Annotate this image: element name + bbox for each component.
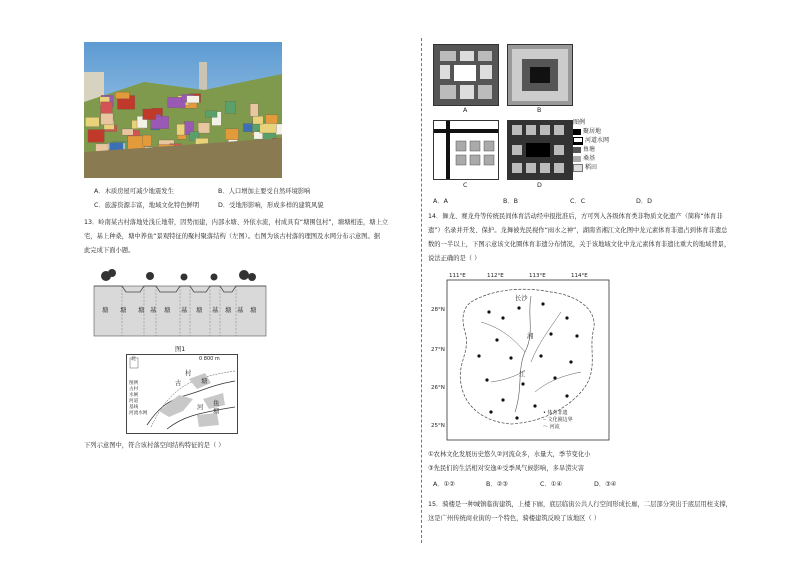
q13-option-d: D．D xyxy=(636,198,652,205)
house-shape xyxy=(260,123,277,133)
q14-stem-line-4: 说法正确的是（ ） xyxy=(428,255,481,262)
village-cross-section-figure xyxy=(92,262,268,342)
legend-title: 图例 xyxy=(573,119,586,126)
fig1-label: 基 xyxy=(237,307,244,314)
house-shape xyxy=(85,117,99,127)
diagram-c-label: C xyxy=(463,182,468,189)
q15-stem-line-1: 15．骑楼是一种城镇临街建筑，上楼下廊，底层临街公共人行空间形成长廊，二层部分突出于底层用柱支撑， xyxy=(428,501,732,508)
house-shape xyxy=(143,109,156,120)
legend-item: 河流水网 xyxy=(129,411,148,416)
diagram-c xyxy=(433,120,499,180)
q14-stem-line-1: 14．舞龙、赛龙舟等传统民间体育活动经申报批准后，方可列入各级体育类非物质文化遗产（简称“体育非 xyxy=(428,213,723,220)
lon-label: 111°E xyxy=(449,273,466,279)
place-label: 湘 xyxy=(527,333,534,340)
q13-stem-line-1: 13．岭南某古村落地处浅丘地带，因势而建，内部水塘、外依水流，村成具有“塘围包村”，塘塘相连，塘上立 xyxy=(84,219,389,226)
map-label: 塘 xyxy=(201,378,208,385)
fig1-label: 塘 xyxy=(120,307,127,314)
scale-label: 0 800 m xyxy=(199,356,220,362)
legend-item: 河流 xyxy=(549,424,560,430)
diagram-a-label: A xyxy=(463,107,468,114)
lat-label: 28°N xyxy=(431,307,445,313)
map-label: 塘 xyxy=(213,408,220,415)
place-label: 江 xyxy=(519,371,526,378)
q13-option-c: C．C xyxy=(570,198,586,205)
legend-item: 体育非遗 xyxy=(547,410,568,416)
map-label: 村 xyxy=(185,370,192,377)
fig1-label: 塘 xyxy=(138,307,145,314)
sports-heritage-map xyxy=(431,272,611,442)
house-shape xyxy=(122,129,133,135)
house-shape xyxy=(187,96,200,103)
q12-option-c: C．旅游资源丰富，地域文化特色鲜明 xyxy=(94,202,200,209)
diagram-d-label: D xyxy=(537,182,542,189)
lat-label: 25°N xyxy=(431,423,445,429)
house-shape xyxy=(198,123,210,133)
q14-statements-2: ③先民们的生活相对安逸④受季风气候影响，多旱涝灾害 xyxy=(428,465,585,472)
hillside-town-photo xyxy=(84,42,282,178)
q14-stem-line-2: 遗”）名录并开发、保护。龙舞被先民视作“雨水之神”，湖南省湘江文化图中龙元素体育非遗占到体育非遗总 xyxy=(428,227,728,234)
q14-option-d: D．③④ xyxy=(594,481,617,488)
house-shape xyxy=(101,113,113,124)
house-shape xyxy=(115,92,129,99)
house-shape xyxy=(205,111,217,118)
legend-item: 鱼塘 xyxy=(583,146,596,153)
house-shape xyxy=(177,124,185,135)
diagram-d xyxy=(507,120,573,180)
house-shape xyxy=(128,136,145,150)
legend-item: 河道水网 xyxy=(585,137,610,144)
diagram-b-label: B xyxy=(537,107,542,114)
lat-label: 27°N xyxy=(431,347,445,353)
q12-option-d: D．受地形影响，形成多样的建筑风貌 xyxy=(218,202,324,209)
legend-item: 聚居地 xyxy=(583,128,602,135)
diagram-legend xyxy=(573,118,623,180)
fig1-label: 塘 xyxy=(102,307,109,314)
map14-legend: • 体育非遗 ┄ 文化圈边界 ～ 河流 xyxy=(543,410,573,430)
q13-sub-question: 下列示意图中，符合该村落空间结构特征的是（ ） xyxy=(84,442,225,449)
map-label: 河 xyxy=(197,404,204,411)
house-shape xyxy=(88,130,104,143)
legend-title: 图例 xyxy=(129,381,139,386)
legend-item: 稻田 xyxy=(585,164,598,171)
q14-option-c: C．①④ xyxy=(540,481,562,488)
q14-option-a: A．①② xyxy=(433,481,455,488)
legend-item: 河道 xyxy=(129,399,139,404)
fig1-caption: 图1 xyxy=(175,346,186,353)
house-shape xyxy=(250,104,258,117)
q14-stem-line-3: 数的一半以上，下图示意该文化圈体育非遗分布情况，关于该地域文化中龙元素体育非遗比重大的地域背景， xyxy=(428,241,731,248)
place-label: 长沙 xyxy=(515,295,528,302)
diagram-a xyxy=(433,44,499,106)
fig1-label: 塘 xyxy=(164,307,171,314)
house-shape xyxy=(253,116,263,124)
lat-label: 26°N xyxy=(431,385,445,391)
fig1-label: 基 xyxy=(181,307,188,314)
fig1-label: 基 xyxy=(212,307,219,314)
legend-item: 古村 xyxy=(129,387,139,392)
fig1-label: 塘 xyxy=(196,307,203,314)
lon-label: 113°E xyxy=(529,273,546,279)
q13-option-a: A．A xyxy=(433,198,448,205)
legend-item: 桑基 xyxy=(583,155,596,162)
legend-item: 文化圈边界 xyxy=(547,417,573,423)
q13-stem-line-3: 此完成下面小题。 xyxy=(84,247,135,254)
q12-option-b: B．人口增加主要受自然环境影响 xyxy=(218,188,311,195)
fig1-label: 塘 xyxy=(225,307,232,314)
q15-stem-line-2: 这是广州传统商业街的一个特色，骑楼建筑反映了该地区（ ） xyxy=(428,515,601,522)
q13-option-b: B．B xyxy=(503,198,518,205)
lon-label: 114°E xyxy=(571,273,588,279)
house-shape xyxy=(143,135,152,146)
lon-label: 112°E xyxy=(487,273,504,279)
fig1-label: 基 xyxy=(150,307,157,314)
q14-option-b: B．②③ xyxy=(486,481,508,488)
house-shape xyxy=(225,129,238,140)
legend-item: 基线 xyxy=(129,405,139,410)
q12-option-a: A．木质房屋可减少地震发生 xyxy=(94,188,174,195)
q14-statements-1: ①农林文化发展历史悠久②河流众多，水量大，季节变化小 xyxy=(428,451,591,458)
village-water-network-map xyxy=(126,354,238,434)
column-divider xyxy=(421,38,422,543)
house-shape xyxy=(265,115,277,125)
map-legend xyxy=(129,381,159,417)
legend-item: 水闸 xyxy=(129,393,139,398)
q13-stem-line-2: 宅，基上种桑，塘中养鱼“景观特征的聚村聚落结构（左图）。右图为该古村落的理图及水网分布示意图。据 xyxy=(84,233,381,240)
house-shape xyxy=(225,101,236,113)
diagram-b xyxy=(507,44,573,106)
north-label: 北 xyxy=(131,356,137,362)
map-label: 鱼 xyxy=(213,400,220,407)
fig1-label: 塘 xyxy=(250,307,257,314)
map-label: 古 xyxy=(175,380,182,387)
